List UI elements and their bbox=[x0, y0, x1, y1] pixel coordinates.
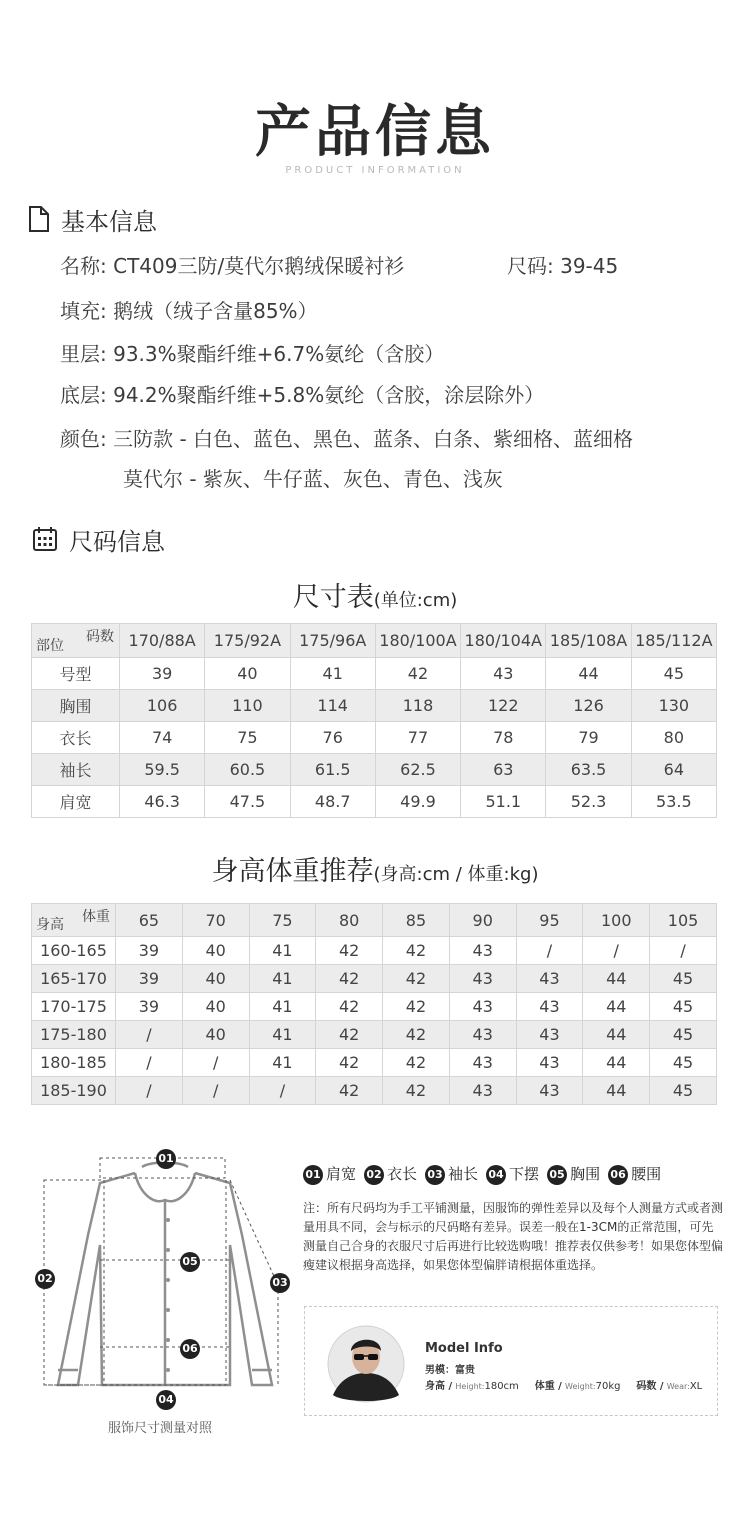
size-table-cell: 52.3 bbox=[546, 786, 631, 818]
size-table-cell: 64 bbox=[631, 754, 716, 786]
rec-table-cell: 43 bbox=[449, 1021, 516, 1049]
product-name-label: 名称: bbox=[60, 254, 107, 278]
legend-item-04 bbox=[486, 1163, 539, 1185]
size-table-cell: 80 bbox=[631, 722, 716, 754]
size-table-cell: 130 bbox=[631, 690, 716, 722]
product-size-label: 尺码: bbox=[507, 254, 554, 278]
size-table-column-header: 175/92A bbox=[205, 624, 290, 658]
rec-table-cell: 40 bbox=[182, 965, 249, 993]
mark-01: 01 bbox=[156, 1148, 179, 1169]
rec-table-cell: 42 bbox=[316, 993, 383, 1021]
size-table-column-header: 185/112A bbox=[631, 624, 716, 658]
legend-number-badge: 05 bbox=[547, 1165, 567, 1185]
size-table-cell: 40 bbox=[205, 658, 290, 690]
rec-table-cell: 45 bbox=[650, 1021, 717, 1049]
rec-table-cell: 41 bbox=[249, 1049, 316, 1077]
rec-table-cell: / bbox=[583, 937, 650, 965]
rec-table-column-header: 90 bbox=[449, 904, 516, 937]
model-stats-line: 身高 / Height:180cm 体重 / Weight:70kg 码数 / Wear:XL bbox=[425, 1381, 703, 1392]
rec-table-cell: / bbox=[249, 1077, 316, 1105]
bottom-layer-label: 底层: bbox=[60, 383, 107, 407]
size-table-cell: 42 bbox=[375, 658, 460, 690]
rec-table-cell: 42 bbox=[383, 1049, 450, 1077]
rec-table-cell: 42 bbox=[383, 1077, 450, 1105]
rec-table-cell: 42 bbox=[383, 1021, 450, 1049]
size-table-row-label: 衣长 bbox=[32, 722, 120, 754]
size-table-title-text: 尺寸表 bbox=[292, 582, 374, 613]
size-table-column-header: 180/104A bbox=[461, 624, 546, 658]
rec-table-corner-bottom: 身高 bbox=[36, 917, 64, 933]
rec-table-cell: 44 bbox=[583, 965, 650, 993]
legend-label: 下摆 bbox=[509, 1165, 540, 1183]
size-table-cell: 76 bbox=[290, 722, 375, 754]
rec-table-row bbox=[32, 1021, 717, 1049]
measure-note: 注：所有尺码均为手工平铺测量，因服饰的弹性差异以及每个人测量方式或者测量用具不同，会与标示的尺码略有差异。误差一般在1-3CM的正常范围，可先测量自己合身的衣服尺寸后再进行比较选购哦！推荐表仅供参考！如果您体型偏瘦建议根据身高选择，如果您体型偏胖请根据体重选择。 bbox=[303, 1201, 724, 1272]
color-line-2: 莫代尔 - 紫灰、牛仔蓝、灰色、青色、浅灰 bbox=[123, 467, 503, 491]
size-table-row bbox=[32, 722, 717, 754]
rec-table-column-header: 105 bbox=[650, 904, 717, 937]
rec-table-cell: 45 bbox=[650, 965, 717, 993]
rec-table-row-label: 165-170 bbox=[32, 965, 116, 993]
rec-table-row-label: 160-165 bbox=[32, 937, 116, 965]
lining-value: 93.3%聚酯纤维+6.7%氨纶（含胶） bbox=[113, 342, 445, 366]
bottom-layer-value: 94.2%聚酯纤维+5.8%氨纶（含胶，涂层除外） bbox=[113, 383, 545, 407]
product-name-value: CT409三防/莫代尔鹅绒保暖衬衫 bbox=[113, 254, 405, 278]
rec-table-row bbox=[32, 1077, 717, 1105]
basic-info-heading bbox=[28, 202, 228, 234]
rec-table-title-text: 身高体重推荐 bbox=[211, 856, 374, 887]
size-table-column-header: 175/96A bbox=[290, 624, 375, 658]
size-table-cell: 74 bbox=[120, 722, 205, 754]
size-table-cell: 59.5 bbox=[120, 754, 205, 786]
size-table-column-header: 180/100A bbox=[375, 624, 460, 658]
rec-table-column-header: 100 bbox=[583, 904, 650, 937]
rec-table-title bbox=[0, 849, 750, 888]
rec-table-row-label: 170-175 bbox=[32, 993, 116, 1021]
size-table-cell: 77 bbox=[375, 722, 460, 754]
lining-row bbox=[60, 338, 444, 367]
size-table-cell: 46.3 bbox=[120, 786, 205, 818]
legend-label: 袖长 bbox=[448, 1165, 479, 1183]
size-table-cell: 62.5 bbox=[375, 754, 460, 786]
rec-table-corner-cell bbox=[32, 904, 116, 937]
rec-table-cell: / bbox=[182, 1077, 249, 1105]
size-table-corner-cell bbox=[32, 624, 120, 658]
document-icon bbox=[28, 206, 50, 232]
size-table-column-header: 170/88A bbox=[120, 624, 205, 658]
color-label: 颜色: bbox=[60, 427, 107, 451]
size-table-header-row bbox=[32, 624, 717, 658]
measure-legend bbox=[303, 1163, 669, 1185]
size-table-cell: 110 bbox=[205, 690, 290, 722]
page-title: 产品信息 bbox=[255, 100, 495, 165]
rec-table-column-header: 95 bbox=[516, 904, 583, 937]
model-avatar bbox=[327, 1325, 405, 1403]
rec-table-cell: 43 bbox=[449, 937, 516, 965]
rec-table-cell: 43 bbox=[516, 1049, 583, 1077]
size-table-cell: 118 bbox=[375, 690, 460, 722]
rec-table-row-label: 180-185 bbox=[32, 1049, 116, 1077]
shirt-buttons bbox=[166, 1218, 170, 1372]
rec-table-cell: 43 bbox=[449, 993, 516, 1021]
legend-item-03 bbox=[425, 1163, 478, 1185]
rec-table-column-header: 70 bbox=[182, 904, 249, 937]
rec-table-cell: 42 bbox=[316, 1077, 383, 1105]
mark-04: 04 bbox=[156, 1389, 179, 1410]
size-table-corner-top: 码数 bbox=[86, 629, 114, 645]
mark-05: 05 bbox=[180, 1251, 203, 1272]
lining-label: 里层: bbox=[60, 342, 107, 366]
rec-table-cell: / bbox=[650, 937, 717, 965]
rec-table-cell: 39 bbox=[116, 937, 183, 965]
size-table-row-label: 肩宽 bbox=[32, 786, 120, 818]
size-table-cell: 63.5 bbox=[546, 754, 631, 786]
size-table-cell: 122 bbox=[461, 690, 546, 722]
rec-table-cell: 43 bbox=[516, 1077, 583, 1105]
rec-table-row-label: 175-180 bbox=[32, 1021, 116, 1049]
model-info-title: Model Info bbox=[425, 1341, 503, 1356]
garment-diagram bbox=[30, 1145, 295, 1410]
size-table-cell: 60.5 bbox=[205, 754, 290, 786]
size-table-cell: 126 bbox=[546, 690, 631, 722]
rec-table-cell: 43 bbox=[516, 965, 583, 993]
size-table-row bbox=[32, 786, 717, 818]
rec-table-cell: 43 bbox=[449, 1077, 516, 1105]
rec-table-cell: / bbox=[116, 1021, 183, 1049]
product-name-row bbox=[60, 250, 404, 279]
rec-table-cell: 40 bbox=[182, 1021, 249, 1049]
size-table-corner-bottom: 部位 bbox=[36, 638, 64, 654]
rec-table-cell: 45 bbox=[650, 1049, 717, 1077]
size-table-row-label: 胸围 bbox=[32, 690, 120, 722]
size-table-cell: 114 bbox=[290, 690, 375, 722]
size-table-cell: 79 bbox=[546, 722, 631, 754]
legend-item-02 bbox=[364, 1163, 417, 1185]
size-table-cell: 63 bbox=[461, 754, 546, 786]
color-row bbox=[60, 423, 633, 452]
size-table-cell: 78 bbox=[461, 722, 546, 754]
rec-table-column-header: 65 bbox=[116, 904, 183, 937]
legend-item-06 bbox=[608, 1163, 661, 1185]
product-size-value: 39-45 bbox=[560, 254, 619, 278]
size-table-cell: 61.5 bbox=[290, 754, 375, 786]
rec-table-header-row bbox=[32, 904, 717, 937]
size-table-row-label: 号型 bbox=[32, 658, 120, 690]
model-info-box bbox=[304, 1306, 718, 1416]
mark-02: 02 bbox=[35, 1268, 58, 1289]
rec-table-cell: 41 bbox=[249, 993, 316, 1021]
size-table-row bbox=[32, 658, 717, 690]
size-table-cell: 75 bbox=[205, 722, 290, 754]
rec-table-cell: 42 bbox=[316, 937, 383, 965]
size-table-row bbox=[32, 754, 717, 786]
legend-item-05 bbox=[547, 1163, 600, 1185]
legend-number-badge: 02 bbox=[364, 1165, 384, 1185]
size-table-cell: 44 bbox=[546, 658, 631, 690]
rec-table-cell: / bbox=[116, 1077, 183, 1105]
rec-table-cell: 41 bbox=[249, 937, 316, 965]
legend-number-badge: 01 bbox=[303, 1165, 323, 1185]
size-table bbox=[31, 623, 717, 818]
rec-table-cell: 39 bbox=[116, 965, 183, 993]
size-table-cell: 49.9 bbox=[375, 786, 460, 818]
rec-table-cell: 43 bbox=[516, 993, 583, 1021]
basic-info-heading-text: 基本信息 bbox=[61, 208, 157, 236]
rec-table-cell: 40 bbox=[182, 993, 249, 1021]
rec-table-cell: 44 bbox=[583, 1049, 650, 1077]
rec-table-cell: / bbox=[116, 1049, 183, 1077]
rec-table-cell: 41 bbox=[249, 965, 316, 993]
rec-table bbox=[31, 903, 717, 1105]
rec-table-cell: 44 bbox=[583, 993, 650, 1021]
diagram-caption: 服饰尺寸测量对照 bbox=[107, 1421, 212, 1436]
size-table-unit: (单位:cm) bbox=[373, 590, 458, 611]
rec-table-cell: 42 bbox=[383, 965, 450, 993]
rec-table-cell: 42 bbox=[383, 993, 450, 1021]
size-table-column-header: 185/108A bbox=[546, 624, 631, 658]
bottom-layer-row bbox=[60, 379, 544, 408]
legend-number-badge: 04 bbox=[486, 1165, 506, 1185]
size-table-cell: 48.7 bbox=[290, 786, 375, 818]
rec-table-row bbox=[32, 1049, 717, 1077]
product-size-row bbox=[507, 250, 618, 279]
size-table-cell: 39 bbox=[120, 658, 205, 690]
size-table-title bbox=[0, 575, 750, 614]
fill-label: 填充: bbox=[60, 299, 107, 323]
size-table-cell: 43 bbox=[461, 658, 546, 690]
rec-table-row bbox=[32, 965, 717, 993]
mark-03: 03 bbox=[270, 1272, 293, 1293]
legend-label: 衣长 bbox=[387, 1165, 418, 1183]
rec-table-cell: 43 bbox=[449, 965, 516, 993]
size-info-heading bbox=[32, 522, 232, 554]
rec-table-row bbox=[32, 937, 717, 965]
fill-row bbox=[60, 295, 318, 324]
rec-table-column-header: 80 bbox=[316, 904, 383, 937]
size-table-row-label: 袖长 bbox=[32, 754, 120, 786]
legend-number-badge: 06 bbox=[608, 1165, 628, 1185]
size-table-cell: 47.5 bbox=[205, 786, 290, 818]
size-info-heading-text: 尺码信息 bbox=[69, 528, 165, 556]
rec-table-cell: / bbox=[182, 1049, 249, 1077]
size-table-row bbox=[32, 690, 717, 722]
rec-table-cell: / bbox=[516, 937, 583, 965]
rec-table-cell: 41 bbox=[249, 1021, 316, 1049]
rec-table-column-header: 85 bbox=[383, 904, 450, 937]
legend-label: 肩宽 bbox=[326, 1165, 357, 1183]
size-table-cell: 45 bbox=[631, 658, 716, 690]
rec-table-corner-top: 体重 bbox=[82, 909, 110, 925]
mark-06: 06 bbox=[180, 1338, 203, 1359]
size-table-cell: 53.5 bbox=[631, 786, 716, 818]
legend-item-01 bbox=[303, 1163, 356, 1185]
color-line-1: 三防款 - 白色、蓝色、黑色、蓝条、白条、紫细格、蓝细格 bbox=[113, 427, 634, 451]
calendar-icon bbox=[32, 526, 58, 552]
rec-table-cell: 43 bbox=[449, 1049, 516, 1077]
rec-table-cell: 42 bbox=[383, 937, 450, 965]
rec-table-row bbox=[32, 993, 717, 1021]
rec-table-cell: 45 bbox=[650, 1077, 717, 1105]
size-table-cell: 41 bbox=[290, 658, 375, 690]
rec-table-cell: 42 bbox=[316, 965, 383, 993]
size-table-cell: 106 bbox=[120, 690, 205, 722]
rec-table-row-label: 185-190 bbox=[32, 1077, 116, 1105]
page-subtitle: PRODUCT INFORMATION bbox=[285, 165, 465, 176]
size-table-cell: 51.1 bbox=[461, 786, 546, 818]
model-name-line: 男模：富贵 bbox=[425, 1365, 475, 1376]
rec-table-cell: 42 bbox=[316, 1021, 383, 1049]
rec-table-cell: 45 bbox=[650, 993, 717, 1021]
rec-table-cell: 40 bbox=[182, 937, 249, 965]
rec-table-cell: 43 bbox=[516, 1021, 583, 1049]
fill-value: 鹅绒（绒子含量85%） bbox=[113, 299, 318, 323]
rec-table-unit: (身高:cm / 体重:kg) bbox=[373, 864, 539, 885]
rec-table-column-header: 75 bbox=[249, 904, 316, 937]
legend-number-badge: 03 bbox=[425, 1165, 445, 1185]
shirt-outline bbox=[58, 1163, 272, 1386]
rec-table-cell: 44 bbox=[583, 1077, 650, 1105]
rec-table-cell: 44 bbox=[583, 1021, 650, 1049]
legend-label: 腰围 bbox=[631, 1165, 662, 1183]
rec-table-cell: 42 bbox=[316, 1049, 383, 1077]
measure-lines bbox=[44, 1158, 278, 1385]
rec-table-cell: 39 bbox=[116, 993, 183, 1021]
legend-label: 胸围 bbox=[570, 1165, 601, 1183]
